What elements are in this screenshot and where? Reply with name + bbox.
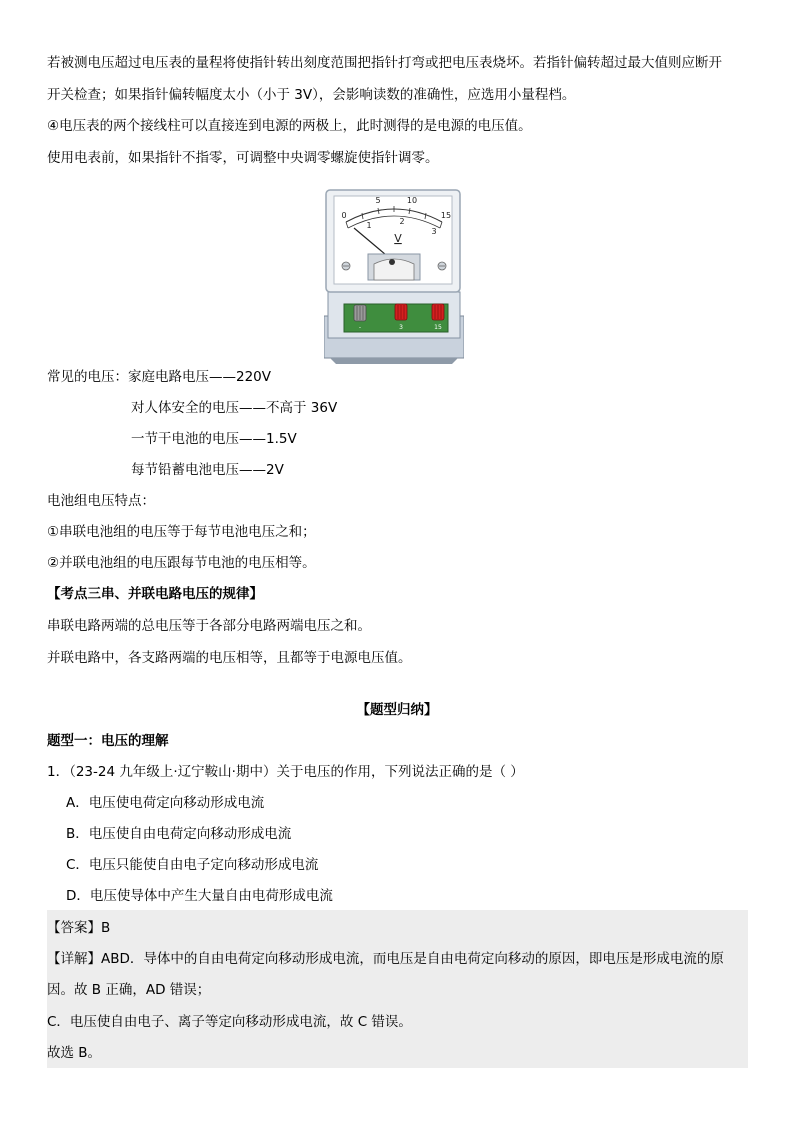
terminal-label: 3	[399, 324, 403, 331]
tick-label: 10	[406, 196, 418, 205]
question-type-title: 题型一：电压的理解	[47, 733, 169, 749]
common-voltage-line: 常见的电压：家庭电路电压——220V	[47, 369, 272, 385]
paragraph-line: 开关检查；如果指针偏转幅度太小（小于 3V），会影响读数的准确性，应选用小量程档。	[47, 87, 576, 103]
explanation-line: 故选 B。	[47, 1045, 102, 1061]
tick-label: 0	[341, 211, 347, 220]
terminal-label: 15	[434, 324, 442, 331]
explanation-line: 【详解】ABD．导体中的自由电荷定向移动形成电流，而电压是自由电荷定向移动的原因，即电压是形成电流的原	[47, 951, 724, 967]
voltmeter-image	[324, 188, 464, 364]
common-voltage-line: 对人体安全的电压——不高于 36V	[131, 400, 338, 416]
kaodian-title: 【考点三串、并联电路电压的规律】	[47, 586, 263, 602]
tick-label: 15	[440, 211, 452, 220]
tick-label: 1	[366, 221, 372, 230]
kaodian-line: 串联电路两端的总电压等于各部分电路两端电压之和。	[47, 618, 371, 634]
battery-line: ②并联电池组的电压跟每节电池的电压相等。	[47, 555, 316, 571]
common-voltage-line: 每节铅蓄电池电压——2V	[131, 462, 284, 478]
terminal-label: -	[358, 324, 362, 331]
answer-line: 【答案】B	[47, 920, 111, 936]
explanation-line: 因。故 B 正确，AD 错误；	[47, 982, 211, 998]
terminal-15v	[432, 304, 444, 320]
paragraph-line: 使用电表前，如果指针不指零，可调整中央调零螺旋使指针调零。	[47, 150, 439, 166]
paragraph-line: ④电压表的两个接线柱可以直接连到电源的两极上，此时测得的是电源的电压值。	[47, 118, 532, 134]
section-heading: 【题型归纳】	[356, 702, 438, 718]
negative-terminal	[354, 305, 366, 321]
unit-label: V	[394, 232, 402, 245]
explanation-line: C．电压使自由电子、离子等定向移动形成电流，故 C 错误。	[47, 1014, 412, 1030]
terminal-3v	[395, 304, 407, 320]
paragraph-line: 若被测电压超过电压表的量程将使指针转出刻度范围把指针打弯或把电压表烧坏。若指针偏转超过最大值则应断开	[47, 55, 722, 71]
option-b: B．电压使自由电荷定向移动形成电流	[66, 826, 292, 842]
battery-line: ①串联电池组的电压等于每节电池电压之和；	[47, 524, 316, 540]
battery-title: 电池组电压特点：	[47, 493, 155, 509]
option-a: A．电压使电荷定向移动形成电流	[66, 795, 265, 811]
option-d: D．电压使导体中产生大量自由电荷形成电流	[66, 888, 333, 904]
option-c: C．电压只能使自由电子定向移动形成电流	[66, 857, 319, 873]
tick-label: 2	[399, 217, 405, 226]
question-stem: 1．（23-24 九年级上·辽宁鞍山·期中）关于电压的作用，下列说法正确的是（ ）	[47, 764, 524, 780]
common-voltage-line: 一节干电池的电压——1.5V	[131, 431, 297, 447]
tick-label: 5	[375, 196, 381, 205]
kaodian-line: 并联电路中，各支路两端的电压相等，且都等于电源电压值。	[47, 650, 412, 666]
tick-label: 3	[431, 227, 437, 236]
